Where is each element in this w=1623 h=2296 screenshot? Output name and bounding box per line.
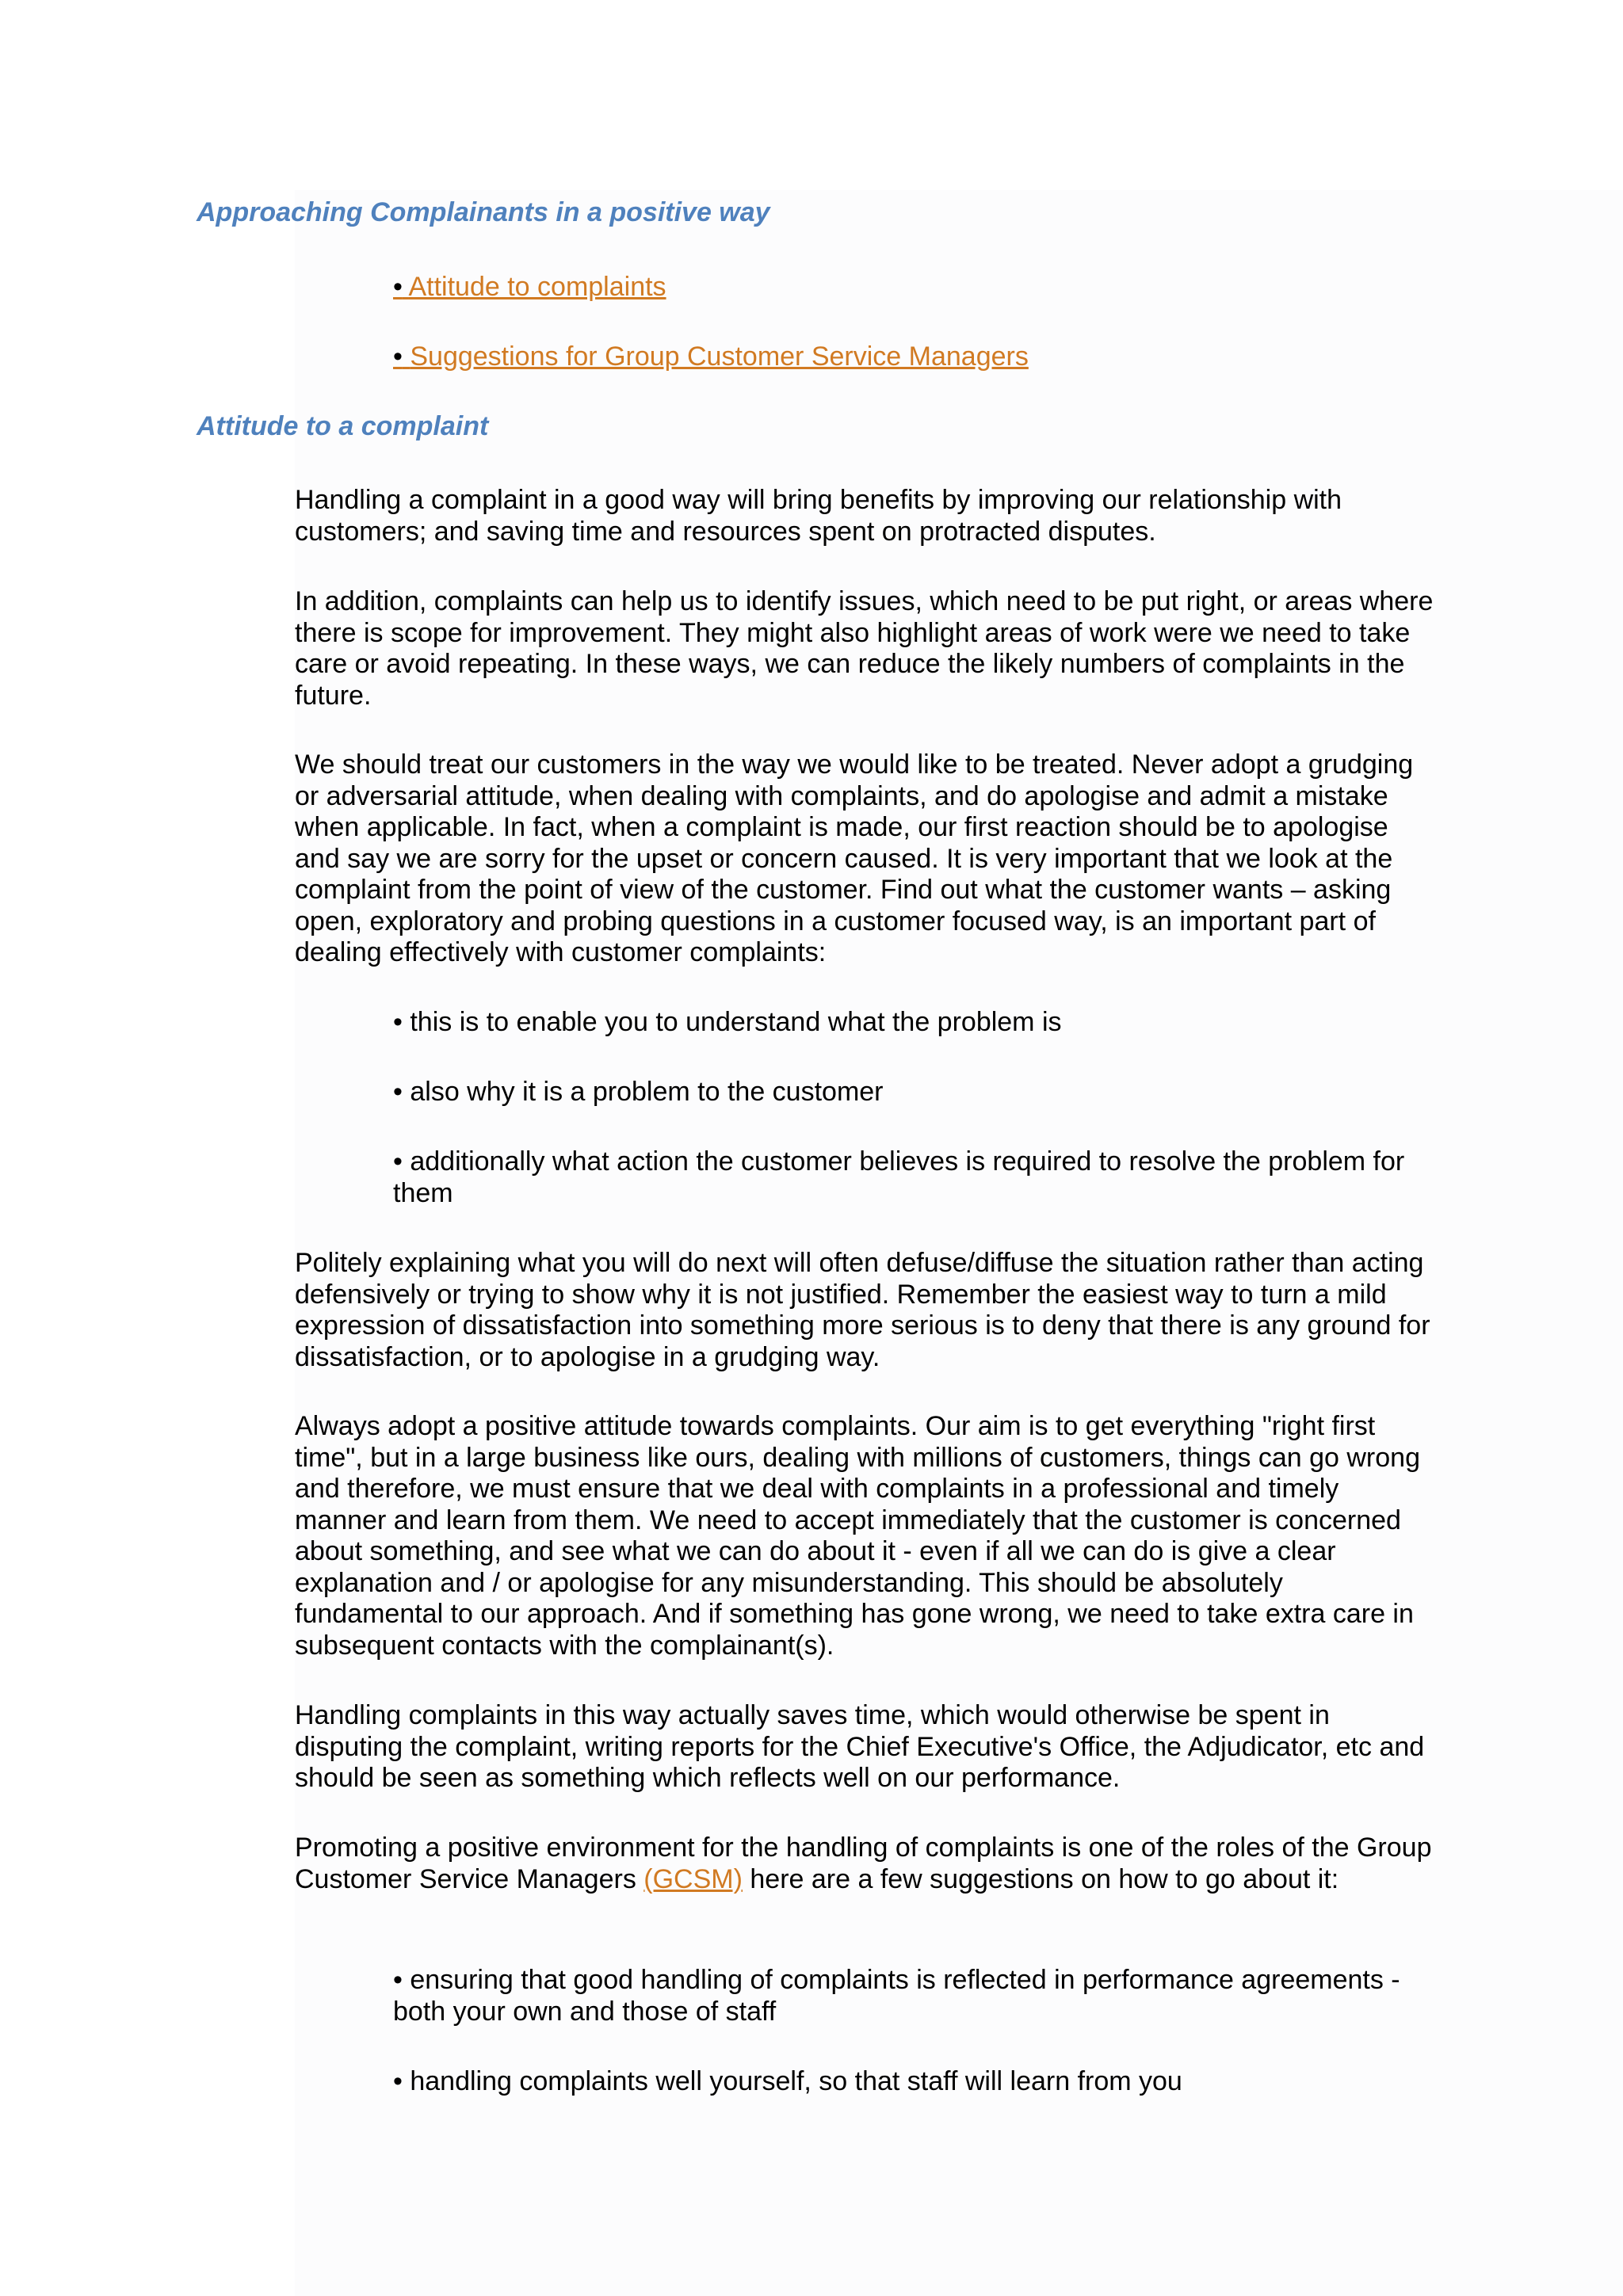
paragraph-saves-time: Handling complaints in this way actually saves time, which would otherwise be spent in disputing the complaint, writing reports for the Chief Executive's Office, the Adjudicator, etc and should be seen as something which reflects well on our performance.	[295, 1700, 1425, 1793]
bullet-why-problem: • also why it is a problem to the customer	[393, 1077, 884, 1107]
section-heading-attitude: Attitude to a complaint	[197, 411, 489, 441]
toc-link-label: Suggestions for Group Customer Service Managers	[410, 341, 1029, 372]
toc-link-attitude[interactable]	[393, 271, 666, 303]
bullet-understand-problem: • this is to enable you to understand what the problem is	[393, 1007, 1062, 1037]
paragraph-treat-customers: We should treat our customers in the way we would like to be treated. Never adopt a grudging or adversarial attitude, when dealing with complaints, and do apologise and admit a mistake when applicable. In fact, when a complaint is made, our first reaction should be to apologise and say we are sorry for the upset or concern caused. It is very important that we look at the complaint from the point of view of the customer. Find out what the customer wants – asking open, exploratory and probing questions in a customer focused way, is an important part of dealing effectively with customer complaints:	[295, 749, 1414, 967]
bullet-handle-complaints-well: • handling complaints well yourself, so that staff will learn from you	[393, 2066, 1182, 2096]
bullet-required-action: • additionally what action the customer believes is required to resolve the problem for them	[393, 1146, 1405, 1208]
paragraph-identify-issues: In addition, complaints can help us to identify issues, which need to be put right, or areas where there is scope for improvement. They might also highlight areas of work were we need to take care or avoid repeating. In these ways, we can reduce the likely numbers of complaints in the future.	[295, 586, 1434, 711]
gcsm-text-before: Promoting a positive environment for the handling of complaints is one of the roles of the Group Customer Service Managers	[295, 1833, 1432, 1894]
paragraph-politely-explaining: Politely explaining what you will do next will often defuse/diffuse the situation rather than acting defensively or trying to show why it is not justified. Remember the easiest way to turn a mild expression of dissatisfaction into something more serious is to deny that there is any ground for dissatisfaction, or to apologise in a grudging way.	[295, 1248, 1430, 1372]
bullet-performance-agreements: • ensuring that good handling of complaints is reflected in performance agreements - both your own and those of staff	[393, 1965, 1400, 2027]
paragraph-benefits: Handling a complaint in a good way will bring benefits by improving our relationship with customers; and saving time and resources spent on protracted disputes.	[295, 485, 1342, 547]
page-title: Approaching Complainants in a positive way	[197, 197, 770, 227]
toc-link-label: Attitude to complaints	[408, 272, 666, 302]
toc-bullet: •	[393, 272, 403, 302]
gcsm-link[interactable]: (GCSM)	[643, 1863, 743, 1894]
gcsm-text-after: here are a few suggestions on how to go about it:	[742, 1863, 1339, 1894]
paragraph-gcsm-role	[295, 1833, 1436, 1895]
toc-bullet: •	[393, 341, 403, 372]
paragraph-positive-attitude: Always adopt a positive attitude towards complaints. Our aim is to get everything "right first time", but in a large business like ours, dealing with millions of customers, things can go wrong and therefore, we must ensure that we deal with complaints in a professional and timely manner and learn from them. We need to accept immediately that the customer is concerned about something, and see what we can do about it - even if all we can do is give a clear explanation and / or apologise for any misunderstanding. This should be absolutely fundamental to our approach. And if something has gone wrong, we need to take extra care in subsequent contacts with the complainant(s).	[295, 1411, 1420, 1661]
toc-link-suggestions[interactable]	[393, 341, 1029, 372]
